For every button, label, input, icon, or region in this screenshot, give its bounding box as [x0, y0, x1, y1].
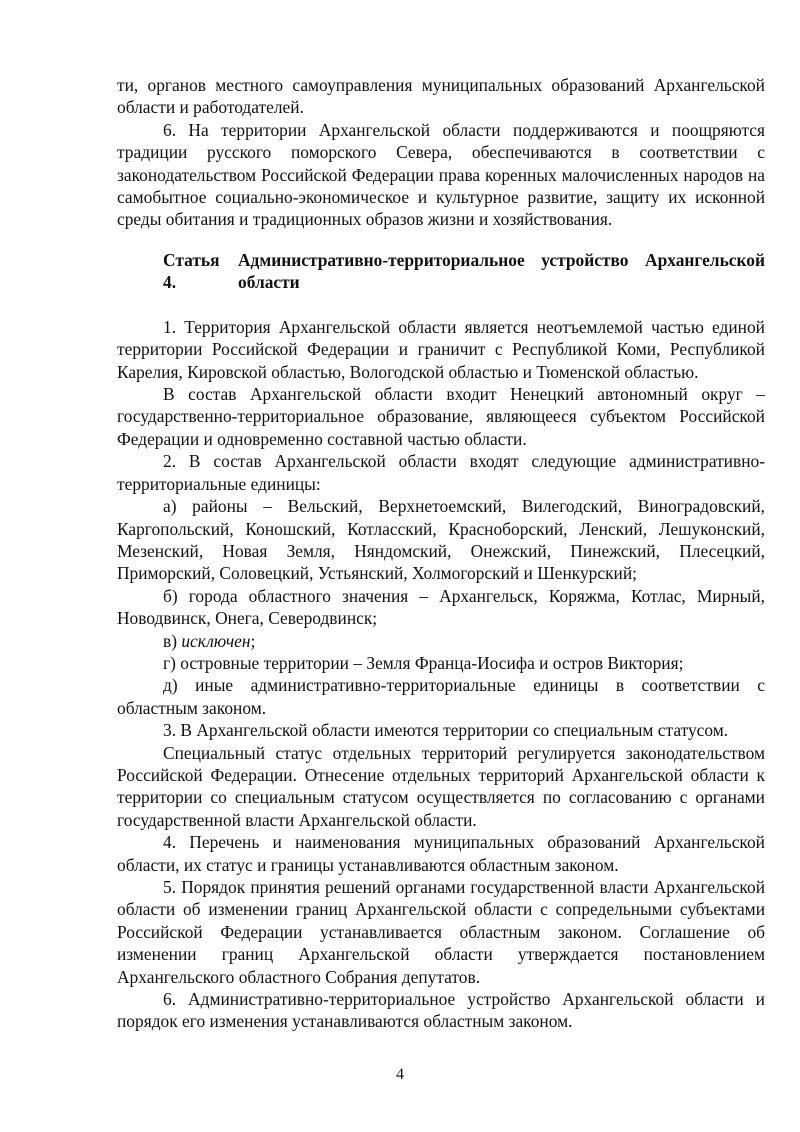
item-a-districts: а) районы – Вельский, Верхнетоемский, Вилегодский, Виноградовский, Каргопольский, Коношский, Котласский, Красноборский, Ленский, Лешуконский, Мезенский, Новая Земля, Няндомский, Онежский, Пинежский, Плесецкий, Приморский, Соловецкий, Устьянский, Холмогорский и Шенкурский; [117, 496, 765, 584]
paragraph-1: 1. Территория Архангельской области является неотъемлемой частью единой территории Российской Федерации и граничит с Республикой Коми, Республикой Карелия, Кировской областью, Вологодской областью и Тюменской областью. [117, 316, 765, 382]
paragraph-4: 4. Перечень и наименования муниципальных образований Архангельской области, их статус и границы устанавливаются областным законом. [117, 832, 765, 875]
article-title: Административно-территориальное устройство Архангельской области [238, 249, 765, 292]
article-heading [117, 249, 765, 293]
paragraph-2: 2. В состав Архангельской области входят следующие административно-территориальные единицы: [117, 451, 765, 494]
article-number: Статья 4. [163, 249, 220, 292]
paragraph-6-traditions: 6. На территории Архангельской области поддерживаются и поощряются традиции русского поморского Севера, обеспечиваются в соответствии с законодательством Российской Федерации права коренных малочисленных народов на самобытное социально-экономическое и культурное развитие, защиту их исконной среды обитания и традиционных образов жизни и хозяйствования. [117, 119, 765, 230]
paragraph-5: 5. Порядок принятия решений органами государственной власти Архангельской области об изменении границ Архангельской области с сопредельными субъектами Российской Федерации устанавливается областным законом. Соглашение об изменении границ Архангельской области утверждается постановлением Архангельского областного Собрания депутатов. [117, 877, 765, 987]
continuation-paragraph: ти, органов местного самоуправления муниципальных образований Архангельской области и работодателей. [117, 75, 765, 118]
item-d-other: д) иные административно-территориальные единицы в соответствии с областным законом. [117, 675, 765, 718]
paragraph-6: 6. Административно-территориальное устройство Архангельской области и порядок его изменения устанавливаются областным законом. [117, 989, 765, 1032]
item-g-islands: г) островные территории – Земля Франца-Иосифа и остров Виктория; [163, 652, 684, 673]
item-b-cities: б) города областного значения – Архангельск, Коряжма, Котлас, Мирный, Новодвинск, Онега, Северодвинск; [117, 585, 765, 629]
page-number: 4 [396, 1066, 404, 1083]
document-page [117, 74, 765, 1033]
paragraph-3-special-status: Специальный статус отдельных территорий регулируется законодательством Российской Федерации. Отнесение отдельных территорий Архангельской области к территории со специальным статусом осуществляется по согласованию с органами государственной власти Архангельской области. [117, 742, 765, 830]
paragraph-3: 3. В Архангельской области имеются территории со специальным статусом. [163, 720, 729, 741]
paragraph-1-nenets: В состав Архангельской области входит Ненецкий автономный округ – государственно-территориальное образование, являющееся субъектом Российской Федерации и одновременно составной частью области. [117, 384, 765, 449]
item-v-excluded: в) исключен; [163, 630, 256, 651]
